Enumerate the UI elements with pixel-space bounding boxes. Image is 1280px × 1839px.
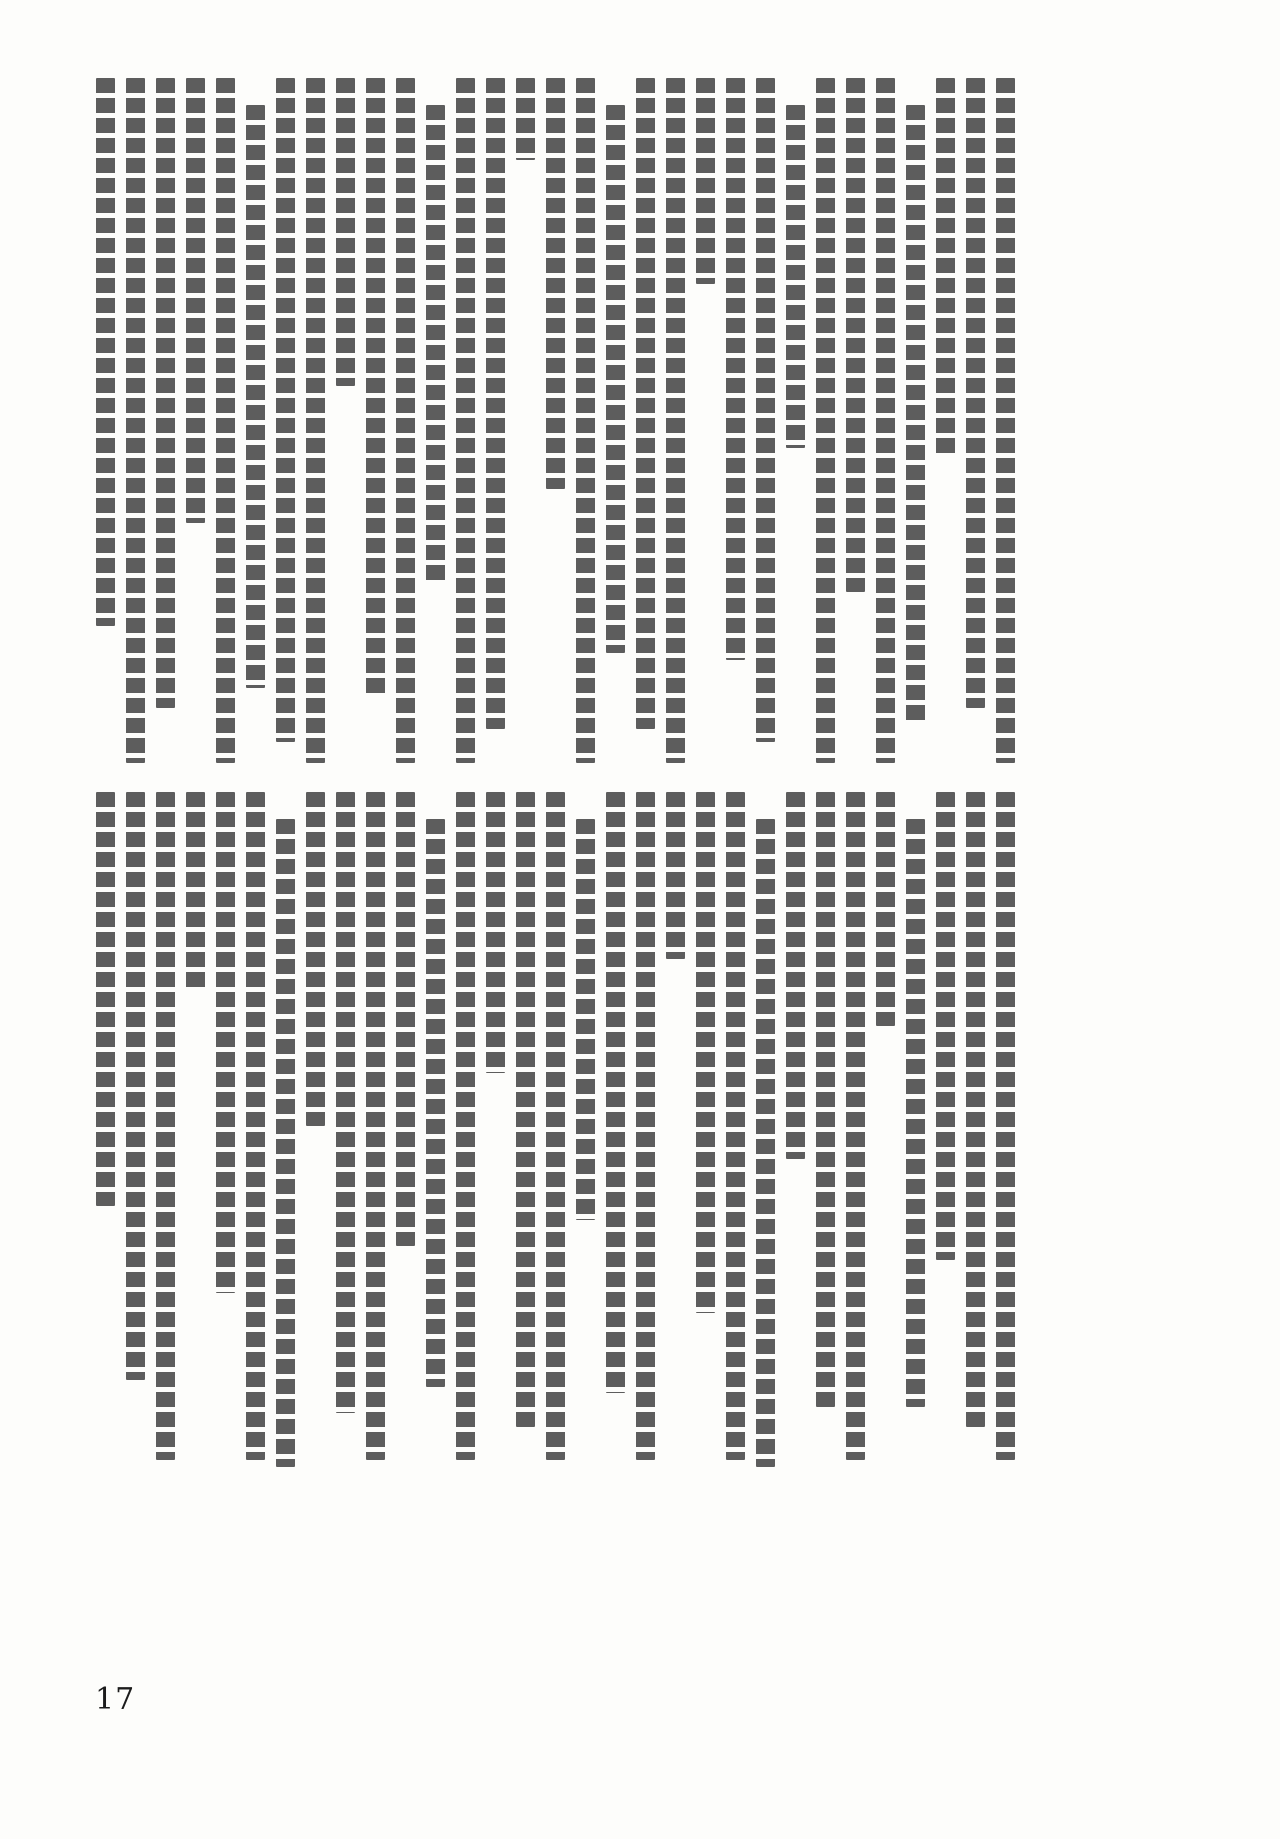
text-column-redacted (726, 792, 745, 1460)
text-column-redacted (306, 78, 325, 763)
text-column-redacted (546, 78, 565, 489)
text-column-redacted (636, 78, 655, 729)
text-column-redacted (396, 78, 415, 763)
text-column-redacted (606, 792, 625, 1393)
text-column-redacted (96, 78, 115, 626)
text-column-redacted (726, 78, 745, 660)
text-column-redacted (966, 78, 985, 708)
text-column-redacted (336, 792, 355, 1413)
text-column-redacted (816, 78, 835, 763)
text-column-redacted (366, 78, 385, 695)
text-column-redacted (906, 819, 925, 1407)
text-column-redacted (246, 105, 265, 687)
text-column-redacted (606, 105, 625, 653)
text-column-redacted (636, 792, 655, 1460)
text-column-redacted (936, 78, 955, 455)
text-column-redacted (756, 819, 775, 1467)
text-column-redacted (876, 78, 895, 763)
text-column-redacted (186, 792, 205, 992)
text-column-redacted (846, 792, 865, 1460)
text-column-redacted (276, 819, 295, 1467)
text-column-redacted (126, 792, 145, 1380)
text-column-redacted (786, 792, 805, 1159)
upper-text-block-redacted (96, 78, 1015, 763)
text-column-redacted (546, 792, 565, 1460)
text-column-redacted (816, 792, 835, 1407)
text-column-redacted (696, 792, 715, 1313)
text-column-redacted (996, 792, 1015, 1460)
text-column-redacted (756, 78, 775, 742)
text-column-redacted (666, 78, 685, 763)
text-column-redacted (996, 78, 1015, 763)
text-column-redacted (786, 105, 805, 448)
text-column-redacted (126, 78, 145, 763)
text-column-redacted (666, 792, 685, 959)
text-column-redacted (966, 792, 985, 1427)
text-column-redacted (906, 105, 925, 722)
text-column-redacted (576, 819, 595, 1220)
text-column-redacted (246, 792, 265, 1460)
text-column-redacted (576, 78, 595, 763)
text-column-redacted (846, 78, 865, 592)
text-column-redacted (876, 792, 895, 1026)
text-column-redacted (306, 792, 325, 1126)
text-column-redacted (216, 792, 235, 1293)
lower-text-block-redacted (96, 792, 1015, 1460)
text-column-redacted (396, 792, 415, 1246)
text-column-redacted (936, 792, 955, 1260)
text-column-redacted (186, 78, 205, 523)
text-column-redacted (486, 792, 505, 1073)
text-column-redacted (516, 792, 535, 1427)
text-column-redacted (156, 792, 175, 1460)
text-column-redacted (426, 105, 445, 585)
text-column-redacted (156, 78, 175, 708)
page-number: 17 (95, 1682, 136, 1717)
text-column-redacted (336, 78, 355, 386)
text-column-redacted (456, 78, 475, 763)
text-column-redacted (426, 819, 445, 1387)
text-column-redacted (216, 78, 235, 763)
text-column-redacted (486, 78, 505, 729)
text-column-redacted (96, 792, 115, 1206)
text-column-redacted (696, 78, 715, 284)
text-column-redacted (516, 78, 535, 160)
text-column-redacted (276, 78, 295, 742)
text-column-redacted (456, 792, 475, 1460)
text-column-redacted (366, 792, 385, 1460)
